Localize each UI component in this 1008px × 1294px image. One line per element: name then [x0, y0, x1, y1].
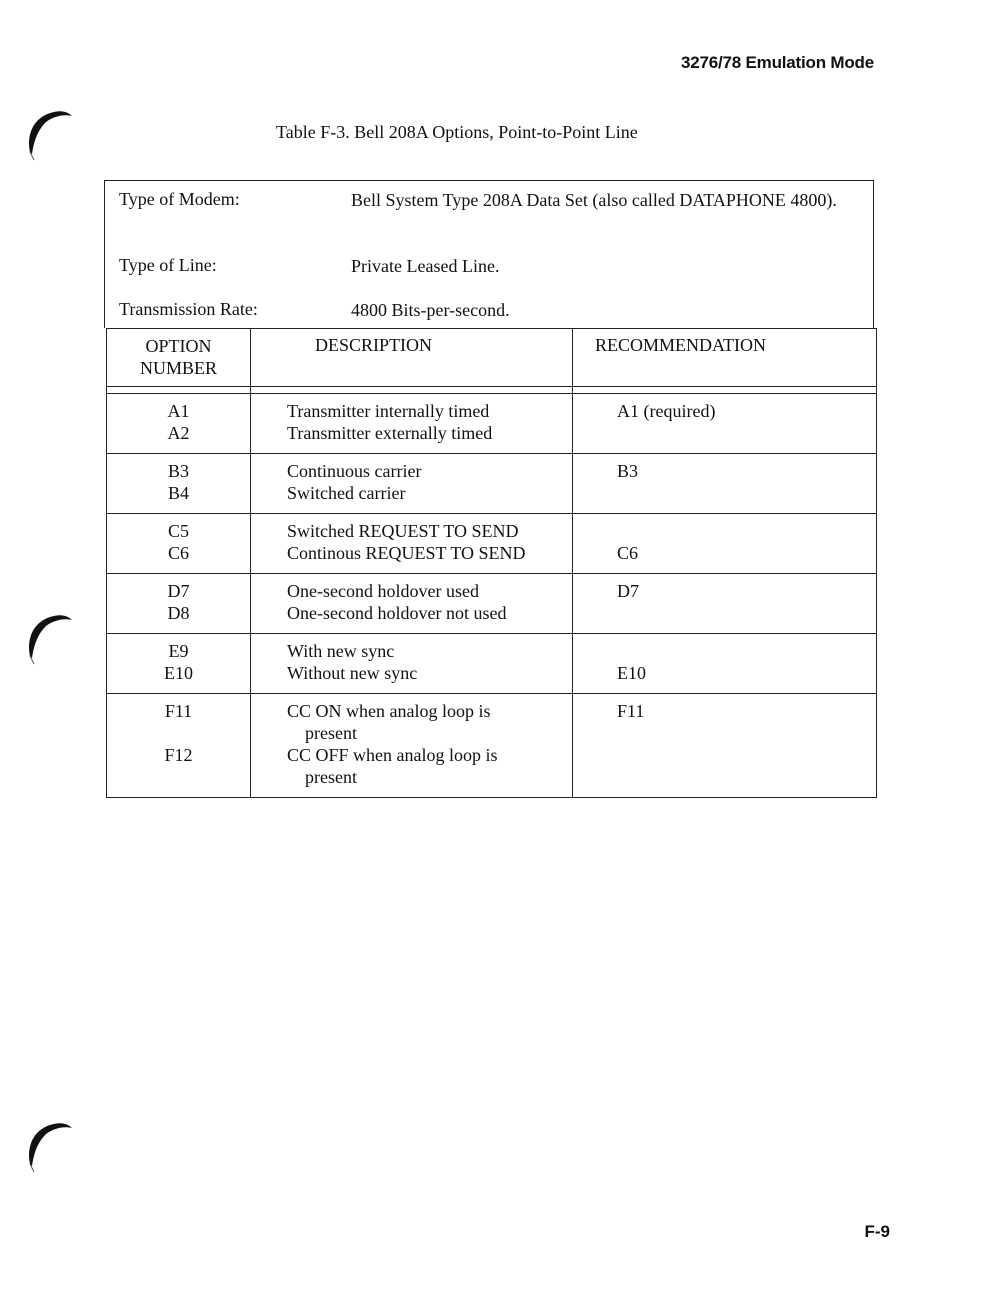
option-description: Switched REQUEST TO SEND [287, 521, 519, 541]
option-number: D8 [167, 603, 190, 623]
option-number: A1 [167, 401, 190, 421]
running-header: 3276/78 Emulation Mode [680, 53, 874, 72]
line-value: Private Leased Line. [351, 256, 500, 276]
option-description: Transmitter internally timed [287, 401, 490, 421]
recommendation-header: RECOMMENDATION [573, 329, 877, 387]
option-description: CC OFF when analog loop is [287, 745, 498, 765]
option-recommendation: D7 [617, 581, 639, 601]
binder-hole-mark [24, 608, 74, 668]
option-description-continued: present [305, 723, 357, 743]
option-number: D7 [167, 581, 190, 601]
modem-value: Bell System Type 208A Data Set (also called DATAPHONE 4800). [351, 190, 837, 210]
line-label: Type of Line: [119, 255, 217, 275]
option-number: F11 [164, 701, 193, 721]
option-recommendation: A1 (required) [617, 401, 716, 421]
option-recommendation: B3 [617, 461, 639, 481]
table-row [107, 574, 877, 634]
rate-value: 4800 Bits-per-second. [351, 300, 510, 320]
table-row [107, 634, 877, 694]
options-grid [106, 328, 877, 798]
option-number-header [107, 329, 251, 387]
option-number: C5 [167, 521, 189, 541]
table-caption: Table F-3. Bell 208A Options, Point-to-Point Line [276, 122, 638, 142]
column-header-row [107, 329, 877, 387]
page-number: F-9 [864, 1222, 890, 1241]
option-number: B4 [167, 483, 189, 503]
option-description: Switched carrier [287, 483, 406, 503]
option-number: B3 [167, 461, 189, 481]
option-description: Continuous carrier [287, 461, 422, 481]
table-row [107, 394, 877, 454]
table-row [107, 514, 877, 574]
table-row [107, 454, 877, 514]
table-info-header [104, 180, 874, 328]
option-number: F12 [164, 745, 193, 765]
options-table [104, 180, 876, 802]
modem-label: Type of Modem: [119, 189, 240, 209]
rate-label: Transmission Rate: [119, 299, 258, 319]
option-recommendation: E10 [617, 663, 646, 683]
option-description: CC ON when analog loop is [287, 701, 491, 721]
binder-hole-mark [24, 1116, 74, 1176]
description-header: DESCRIPTION [251, 329, 573, 387]
option-description: Transmitter externally timed [287, 423, 493, 443]
option-header-line2: NUMBER [139, 358, 217, 378]
option-recommendation: C6 [617, 543, 639, 563]
option-number: A2 [167, 423, 190, 443]
header-divider [107, 387, 877, 394]
option-description: One-second holdover not used [287, 603, 507, 623]
option-description: One-second holdover used [287, 581, 479, 601]
option-number: C6 [167, 543, 189, 563]
option-number: E9 [168, 641, 189, 661]
table-row [107, 694, 877, 798]
option-description: Continous REQUEST TO SEND [287, 543, 526, 563]
option-number: E10 [164, 663, 193, 683]
option-description-continued: present [305, 767, 357, 787]
option-description: With new sync [287, 641, 395, 661]
option-recommendation: F11 [617, 701, 645, 721]
option-description: Without new sync [287, 663, 418, 683]
option-header-line1: OPTION [145, 336, 212, 356]
binder-hole-mark [24, 104, 74, 164]
